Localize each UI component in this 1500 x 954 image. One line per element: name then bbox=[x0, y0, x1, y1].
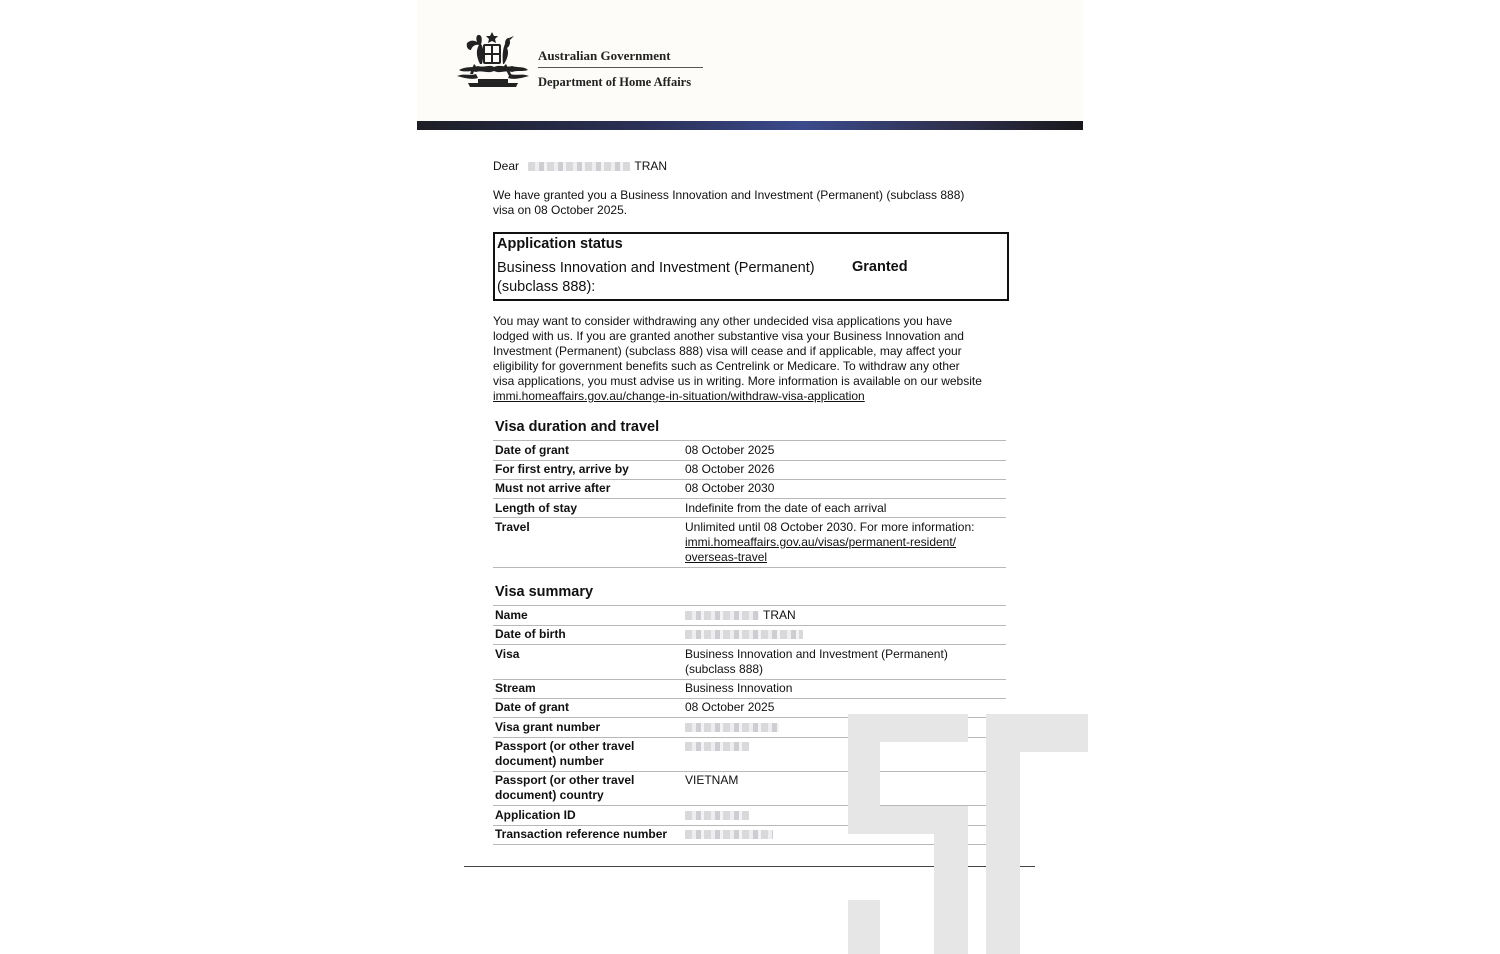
duration-section-title: Visa duration and travel bbox=[495, 419, 660, 435]
letter-header bbox=[417, 0, 1083, 121]
withdraw-visa-link[interactable]: immi.homeaffairs.gov.au/change-in-situation/withdraw-visa-application bbox=[493, 389, 865, 403]
redacted-date-of-birth bbox=[685, 630, 803, 639]
table-rule bbox=[493, 440, 1006, 441]
summary-value-visa-grant-number bbox=[685, 720, 779, 735]
coat-of-arms-logo bbox=[454, 30, 532, 92]
table-rule bbox=[493, 644, 1006, 645]
duration-label-date-of-grant: Date of grant bbox=[495, 443, 570, 457]
summary-label-application-id: Application ID bbox=[495, 808, 576, 822]
redacted-given-names bbox=[528, 162, 630, 171]
salutation bbox=[493, 159, 667, 174]
summary-value-application-id bbox=[685, 808, 749, 823]
duration-label-must-not-arrive-after: Must not arrive after bbox=[495, 481, 611, 495]
table-rule bbox=[493, 567, 1006, 568]
summary-value-visa-subclass: (subclass 888) bbox=[685, 662, 764, 676]
notice-line-2: lodged with us. If you are granted another substantive visa your Business Innovation and bbox=[493, 329, 964, 343]
summary-label-date-of-grant: Date of grant bbox=[495, 700, 570, 714]
notice-line-4: eligibility for government benefits such as Centrelink or Medicare. To withdraw any other bbox=[493, 359, 960, 373]
summary-label-passport-country-line-2: document) country bbox=[495, 788, 604, 802]
salutation-surname: TRAN bbox=[634, 159, 668, 173]
redacted-passport-number bbox=[685, 742, 749, 751]
notice-line-3: Investment (Permanent) (subclass 888) visa will cease and if applicable, may affect your bbox=[493, 344, 962, 358]
redacted-application-id bbox=[685, 811, 749, 820]
department-name: Department of Home Affairs bbox=[538, 75, 692, 89]
summary-label-name: Name bbox=[495, 608, 528, 622]
status-visa-line-1: Business Innovation and Investment (Permanent) bbox=[497, 260, 815, 276]
summary-value-name bbox=[685, 608, 796, 623]
table-rule bbox=[493, 479, 1006, 480]
status-visa-line-2: (subclass 888): bbox=[497, 279, 596, 295]
status-title: Application status bbox=[497, 236, 623, 252]
table-rule bbox=[493, 460, 1006, 461]
duration-value-arrive-by: 08 October 2026 bbox=[685, 462, 775, 476]
header-band bbox=[417, 121, 1083, 130]
summary-label-date-of-birth: Date of birth bbox=[495, 627, 566, 641]
summary-surname: TRAN bbox=[763, 608, 796, 622]
duration-value-length-of-stay: Indefinite from the date of each arrival bbox=[685, 501, 887, 515]
application-status-box bbox=[493, 232, 1009, 301]
summary-label-visa-grant-number: Visa grant number bbox=[495, 720, 601, 734]
intro-line-2: visa on 08 October 2025. bbox=[493, 203, 628, 217]
summary-section-title: Visa summary bbox=[495, 584, 594, 600]
summary-value-visa: Business Innovation and Investment (Permanent) bbox=[685, 647, 948, 661]
status-result: Granted bbox=[852, 259, 908, 275]
summary-value-passport-number bbox=[685, 739, 749, 754]
intro-line-1: We have granted you a Business Innovation and Investment (Permanent) (subclass 888) bbox=[493, 188, 965, 202]
header-divider bbox=[538, 67, 703, 68]
summary-value-stream: Business Innovation bbox=[685, 681, 793, 695]
table-rule bbox=[493, 698, 1006, 699]
table-rule bbox=[493, 679, 1006, 680]
notice-line-1: You may want to consider withdrawing any other undecided visa applications you have bbox=[493, 314, 953, 328]
redacted-transaction-reference bbox=[685, 830, 773, 839]
summary-label-passport-number: Passport (or other travel bbox=[495, 739, 635, 753]
summary-value-passport-country: VIETNAM bbox=[685, 773, 739, 787]
duration-label-length-of-stay: Length of stay bbox=[495, 501, 578, 515]
duration-value-travel: Unlimited until 08 October 2030. For more information: bbox=[685, 520, 975, 534]
duration-label-travel: Travel bbox=[495, 520, 530, 534]
notice-line-5: visa applications, you must advise us in writing. More information is available on our website bbox=[493, 374, 982, 388]
redacted-visa-grant-number bbox=[685, 723, 779, 732]
summary-value-transaction-reference bbox=[685, 827, 773, 842]
status-visa bbox=[497, 259, 815, 297]
salutation-word: Dear bbox=[493, 159, 520, 173]
summary-value-date-of-grant: 08 October 2025 bbox=[685, 700, 775, 714]
summary-label-visa: Visa bbox=[495, 647, 520, 661]
redacted-given-names bbox=[685, 611, 759, 620]
summary-value-date-of-birth bbox=[685, 627, 803, 642]
summary-label-passport-number-line-2: document) number bbox=[495, 754, 604, 768]
duration-value-date-of-grant: 08 October 2025 bbox=[685, 443, 775, 457]
duration-value-must-not-arrive-after: 08 October 2030 bbox=[685, 481, 775, 495]
table-rule bbox=[493, 625, 1006, 626]
watermark-logo bbox=[848, 714, 1088, 954]
travel-link-part-1[interactable]: immi.homeaffairs.gov.au/visas/permanent-resident/ bbox=[685, 535, 957, 549]
summary-label-transaction-reference: Transaction reference number bbox=[495, 827, 668, 841]
summary-label-passport-country: Passport (or other travel bbox=[495, 773, 635, 787]
travel-link-part-2[interactable]: overseas-travel bbox=[685, 550, 768, 564]
table-rule bbox=[493, 517, 1006, 518]
government-name: Australian Government bbox=[538, 48, 671, 63]
summary-label-stream: Stream bbox=[495, 681, 536, 695]
table-rule bbox=[493, 605, 1006, 606]
duration-label-arrive-by: For first entry, arrive by bbox=[495, 462, 629, 476]
table-rule bbox=[493, 498, 1006, 499]
